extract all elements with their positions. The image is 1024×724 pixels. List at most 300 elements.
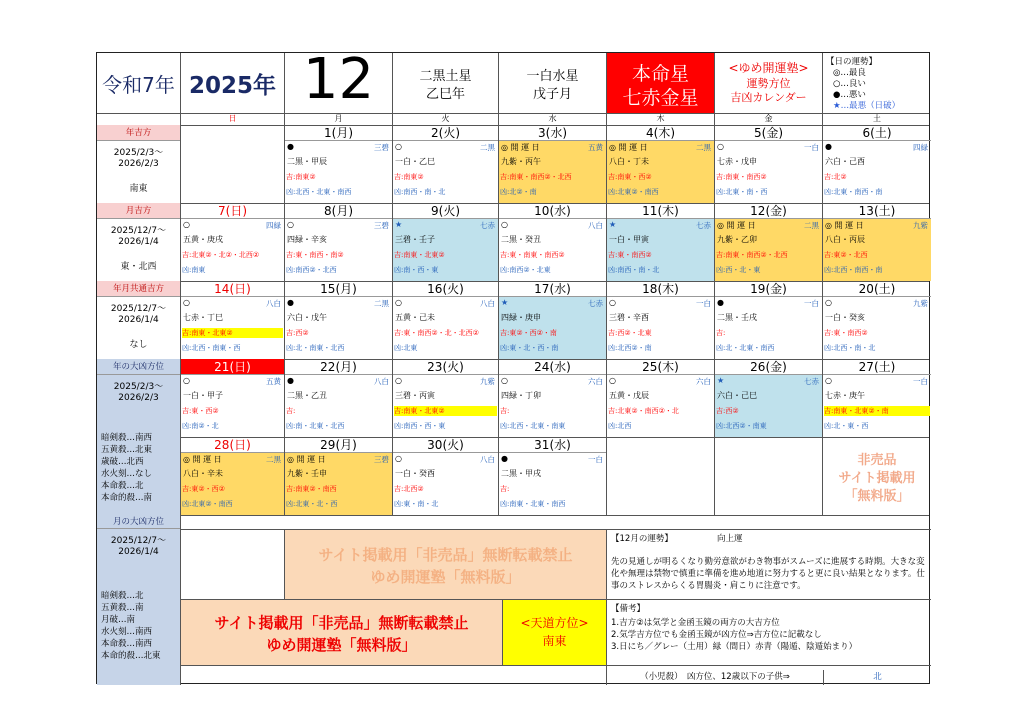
day-star: 八白 xyxy=(588,221,603,230)
notes-item: 2.気学吉方位でも金函玉鏡が凶方位⇒吉方位に記載なし xyxy=(611,630,822,640)
day-body xyxy=(607,375,714,437)
side-bad-item: 歳破…北西 xyxy=(101,457,144,467)
day-fortune-mark: ○ xyxy=(395,376,402,385)
day-bad-dirs: 凶:北西・南東・西 xyxy=(182,344,241,352)
day-fortune-mark: ● xyxy=(287,298,294,307)
stamp-text: サイト掲載用 xyxy=(838,471,916,486)
day-cell xyxy=(715,203,823,281)
date-label: 5(金) xyxy=(715,125,822,141)
day-body xyxy=(393,141,498,203)
date-label: 10(水) xyxy=(499,203,606,219)
date-label: 14(日) xyxy=(181,281,284,297)
day-ganzhi: 一白・甲寅 xyxy=(609,235,649,244)
day-star: 四緑 xyxy=(913,143,928,152)
day-cell xyxy=(499,203,607,281)
year-text: 2025年 xyxy=(188,73,276,99)
day-cell xyxy=(607,125,715,203)
day-body xyxy=(393,375,498,437)
shoni-strip xyxy=(181,665,607,685)
month-star: 一白水星 xyxy=(526,69,579,84)
side-label: 月吉方 xyxy=(97,203,180,219)
day-star: 二黒 xyxy=(696,143,711,152)
date-label: 23(火) xyxy=(393,359,498,375)
day-cell xyxy=(285,203,393,281)
watermark-2 xyxy=(181,599,503,665)
day-fortune-mark: ● xyxy=(717,298,724,307)
day-cell xyxy=(607,437,715,515)
day-bad-dirs: 凶:南東 xyxy=(182,266,206,274)
day-ganzhi: 九紫・壬申 xyxy=(287,469,327,478)
day-lucky-dirs: 吉:南東② xyxy=(286,173,316,181)
side-bad-item: 水火刻…南西 xyxy=(101,627,153,637)
day-fortune-mark: ○ xyxy=(609,298,616,307)
side-bad-item: 暗剣殺…南西 xyxy=(101,433,153,443)
blank-cell xyxy=(181,529,285,599)
weekday-4 xyxy=(607,113,715,125)
day-cell xyxy=(823,281,931,359)
weekday-label: 木 xyxy=(656,114,665,123)
day-bad-dirs: 凶:南西②・北西 xyxy=(286,266,337,274)
weekday-label: 金 xyxy=(764,114,773,123)
day-lucky-dirs: 吉:東・西② xyxy=(182,407,219,415)
weekday-label: 日 xyxy=(228,114,237,123)
day-lucky-dirs: 吉:西②・北東 xyxy=(608,329,652,337)
month-ganzhi: 戊子月 xyxy=(532,87,572,102)
day-body xyxy=(181,375,284,437)
day-star: 七赤 xyxy=(588,299,603,308)
day-fortune-mark: ○ xyxy=(717,142,724,151)
day-star: 八白 xyxy=(480,299,495,308)
day-bad-dirs: 凶:北西・北東・南西 xyxy=(286,188,352,196)
day-fortune-mark: ◎ 開 運 日 xyxy=(717,221,756,230)
day-ganzhi: 四緑・丁卯 xyxy=(501,391,541,400)
day-bad-dirs: 凶:北西・南西・南 xyxy=(824,266,883,274)
day-bad-dirs: 凶:北東 xyxy=(394,344,418,352)
side-label: 年の大凶方位 xyxy=(97,359,180,375)
day-lucky-dirs: 吉:南東②・南西 xyxy=(286,485,337,493)
day-star: 三碧 xyxy=(374,143,389,152)
day-cell xyxy=(715,125,823,203)
date-label: 3(水) xyxy=(499,125,606,141)
side-bad-item: 月破…南 xyxy=(101,615,136,625)
day-ganzhi: 五黄・己未 xyxy=(395,313,435,322)
date-label: 26(金) xyxy=(715,359,822,375)
year-star: 二黒土星 xyxy=(419,69,472,84)
legend-title: 【日の運勢】 xyxy=(826,57,878,67)
year-cell xyxy=(181,53,285,113)
side-range2: 2026/1/4 xyxy=(118,315,159,325)
day-lucky-dirs: 吉:南東・北東② xyxy=(182,328,283,338)
day-bad-dirs: 凶:北東・北・西 xyxy=(286,500,338,508)
day-star: 二黒 xyxy=(266,455,281,464)
day-ganzhi: 七赤・庚午 xyxy=(825,391,865,400)
day-bad-dirs: 凶:東・南・北 xyxy=(394,500,439,508)
day-cell xyxy=(393,203,499,281)
date-label: 4(木) xyxy=(607,125,714,141)
day-fortune-mark: ★ xyxy=(395,220,403,229)
day-bad-dirs: 凶:北東②・南西 xyxy=(182,500,233,508)
wm-text: ゆめ開運塾「無料版」 xyxy=(266,636,417,654)
weekday-3 xyxy=(499,113,607,125)
side-getsu xyxy=(97,203,181,281)
day-lucky-dirs: 吉:西② xyxy=(286,329,309,337)
day-lucky-dirs: 吉:北② xyxy=(824,173,847,181)
day-fortune-mark: ○ xyxy=(287,220,294,229)
legend-cell xyxy=(823,53,931,113)
weekday-label: 水 xyxy=(548,114,557,123)
day-star: 二黒 xyxy=(480,143,495,152)
day-bad-dirs: 凶:北東②・南西 xyxy=(608,188,659,196)
day-ganzhi: 二黒・乙丑 xyxy=(287,391,327,400)
day-star: 九紫 xyxy=(480,377,495,386)
day-bad-dirs: 凶:北西②・南東 xyxy=(716,422,767,430)
date-label: 2(火) xyxy=(393,125,498,141)
day-cell xyxy=(285,359,393,437)
day-fortune-mark: ◎ 開 運 日 xyxy=(825,221,864,230)
day-cell xyxy=(715,281,823,359)
side-dir: 南東 xyxy=(129,184,148,194)
side-nen xyxy=(97,125,181,203)
day-cell xyxy=(393,281,499,359)
day-body xyxy=(823,219,931,281)
day-lucky-dirs: 吉: xyxy=(286,407,296,415)
day-bad-dirs: 凶:北東・南・西 xyxy=(716,188,768,196)
weekday-blank xyxy=(97,113,181,125)
day-cell xyxy=(181,203,285,281)
day-star: 六白 xyxy=(588,377,603,386)
day-lucky-dirs: 吉: xyxy=(500,407,510,415)
day-cell xyxy=(607,203,715,281)
day-body xyxy=(393,453,498,515)
day-fortune-mark: ○ xyxy=(183,376,190,385)
day-ganzhi: 六白・己酉 xyxy=(825,157,865,166)
date-label: 18(木) xyxy=(607,281,714,297)
wm-text: ゆめ開運塾「無料版」 xyxy=(370,568,521,586)
day-bad-dirs: 凶:北②・南 xyxy=(500,188,537,196)
month-fortune xyxy=(607,529,931,599)
weekday-1 xyxy=(285,113,393,125)
side-range1: 2025/2/3～ xyxy=(113,382,164,392)
day-cell xyxy=(499,359,607,437)
day-star: 二黒 xyxy=(374,299,389,308)
free-stamp xyxy=(823,437,931,515)
day-star: 七赤 xyxy=(480,221,495,230)
day-lucky-dirs: 吉:西② xyxy=(716,407,739,415)
wm-text: サイト掲載用「非売品」無断転載禁止 xyxy=(214,614,469,632)
date-label: 30(火) xyxy=(393,437,498,453)
day-fortune-mark: ◎ 開 運 日 xyxy=(501,143,540,152)
day-lucky-dirs: 吉:南東・南西②・北西 xyxy=(500,173,572,181)
side-bad-item: 五黄殺…南 xyxy=(101,603,144,613)
side-range1: 2025/2/3～ xyxy=(113,148,164,158)
day-cell xyxy=(285,125,393,203)
day-ganzhi: 四緑・辛亥 xyxy=(287,235,327,244)
wm-text: サイト掲載用「非売品」無断転載禁止 xyxy=(318,546,573,564)
day-ganzhi: 二黒・壬戌 xyxy=(717,313,757,322)
day-body xyxy=(181,219,284,281)
day-lucky-dirs: 吉:南東・北東②・南 xyxy=(824,406,930,416)
day-body xyxy=(715,375,822,437)
date-label: 16(火) xyxy=(393,281,498,297)
day-cell xyxy=(181,437,285,515)
honmei-star: 七赤金星 xyxy=(622,87,699,109)
honmei-label: 本命星 xyxy=(631,63,689,85)
day-star: 一白 xyxy=(804,143,819,152)
day-body xyxy=(285,219,392,281)
tendo-title: <天道方位> xyxy=(520,616,589,630)
day-fortune-mark: ◎ 開 運 日 xyxy=(183,455,222,464)
day-ganzhi: 九紫・丙午 xyxy=(501,157,541,166)
date-label: 17(水) xyxy=(499,281,606,297)
month-number: 12 xyxy=(302,53,375,112)
weekday-label: 火 xyxy=(441,114,450,123)
side-bad-item: 本命的殺…北東 xyxy=(101,651,161,661)
day-star: 八白 xyxy=(480,455,495,464)
legend-item: ★…最悪（日破） xyxy=(833,101,901,111)
day-fortune-mark: ★ xyxy=(501,298,509,307)
weekday-2 xyxy=(393,113,499,125)
date-label: 11(木) xyxy=(607,203,714,219)
date-label: 9(火) xyxy=(393,203,498,219)
day-ganzhi: 八白・丁未 xyxy=(609,157,649,166)
date-label: 7(日) xyxy=(181,203,284,219)
notes xyxy=(607,599,931,665)
day-lucky-dirs: 吉:北東②・南西②・北 xyxy=(608,407,679,415)
day-body xyxy=(499,375,606,437)
day-ganzhi: 八白・辛未 xyxy=(183,469,223,478)
legend-item: ●…悪い xyxy=(833,90,866,100)
day-body xyxy=(285,453,392,515)
side-range1: 2025/12/7～ xyxy=(110,536,167,546)
yume-sub2: 吉凶カレンダー xyxy=(730,91,807,104)
day-cell xyxy=(181,281,285,359)
side-label: 年月共通吉方 xyxy=(97,281,180,297)
day-cell xyxy=(181,125,285,203)
day-star: 一白 xyxy=(696,299,711,308)
side-bad-item: 五黄殺…北東 xyxy=(101,445,153,455)
tendo-cell xyxy=(503,599,607,665)
weekday-6 xyxy=(823,113,931,125)
day-bad-dirs: 凶:南西・西・東 xyxy=(394,422,446,430)
year-ganzhi: 乙巳年 xyxy=(425,87,465,102)
fortune-keyword: 向上運 xyxy=(717,534,743,544)
day-cell xyxy=(715,437,823,515)
day-fortune-mark: ★ xyxy=(609,220,617,229)
day-ganzhi: 七赤・丁巳 xyxy=(183,313,223,322)
side-bad-item: 水火刻…なし xyxy=(101,469,153,479)
day-fortune-mark: ○ xyxy=(501,220,508,229)
date-label: 27(土) xyxy=(823,359,931,375)
day-body xyxy=(499,297,606,359)
date-label: 22(月) xyxy=(285,359,392,375)
yume-cell xyxy=(715,53,823,113)
day-bad-dirs: 凶:北東・南西・南 xyxy=(824,188,883,196)
day-bad-dirs: 凶:南東・北東・南西 xyxy=(500,500,566,508)
day-cell xyxy=(823,359,931,437)
day-fortune-mark: ○ xyxy=(395,142,402,151)
day-star: 三碧 xyxy=(374,221,389,230)
date-label: 29(月) xyxy=(285,437,392,453)
month-cell xyxy=(285,53,393,113)
day-lucky-dirs: 吉:東・南西②・北・北西② xyxy=(394,329,479,337)
day-fortune-mark: ● xyxy=(287,142,294,151)
day-lucky-dirs: 吉:東・南東・南西② xyxy=(500,251,565,259)
day-ganzhi: 二黒・甲辰 xyxy=(287,157,327,166)
day-body xyxy=(607,297,714,359)
stamp-text: 非売品 xyxy=(857,453,897,468)
day-star: 九紫 xyxy=(913,221,928,230)
day-ganzhi: 二黒・癸丑 xyxy=(501,235,541,244)
day-star: 一白 xyxy=(588,455,603,464)
yume-title: <ゆめ開運塾> xyxy=(728,61,809,75)
tendo-dir: 南東 xyxy=(542,634,567,648)
legend-item: ◎…最良 xyxy=(833,68,866,78)
day-bad-dirs: 凶:北西・北東・南東 xyxy=(500,422,566,430)
day-body xyxy=(393,297,498,359)
legend-item: ○…良い xyxy=(833,79,866,89)
day-ganzhi: 六白・己巳 xyxy=(717,391,757,400)
day-lucky-dirs: 吉:北西② xyxy=(394,485,424,493)
side-bad-item: 本命殺…南西 xyxy=(101,639,153,649)
day-body xyxy=(823,375,931,437)
era-text: 令和7年 xyxy=(102,73,175,97)
day-cell xyxy=(393,125,499,203)
side-bad-item: 本命的殺…南 xyxy=(101,493,153,503)
side-label: 月の大凶方位 xyxy=(97,515,180,529)
day-body xyxy=(393,219,498,281)
side-dir: 東・北西 xyxy=(120,262,157,272)
day-bad-dirs: 凶:南西・南・北 xyxy=(608,266,660,274)
day-cell xyxy=(823,203,931,281)
notes-item: 3.日にち／グレー（土用）緑（間日）赤青（陽遁、陰遁始まり） xyxy=(611,642,858,652)
day-bad-dirs: 凶:北西 xyxy=(608,422,632,430)
side-range2: 2026/2/3 xyxy=(118,159,159,169)
day-cell xyxy=(499,281,607,359)
calendar-sheet xyxy=(96,52,930,684)
day-bad-dirs: 凶:南西②・北東 xyxy=(500,266,551,274)
day-ganzhi: 六白・戊午 xyxy=(287,313,327,322)
day-star: 二黒 xyxy=(804,221,819,230)
day-star: 一白 xyxy=(913,377,928,386)
yume-sub1: 運勢方位 xyxy=(746,77,791,90)
day-body xyxy=(499,453,606,515)
day-ganzhi: 一白・甲子 xyxy=(183,391,223,400)
day-fortune-mark: ○ xyxy=(183,298,190,307)
day-lucky-dirs: 吉:東・南西・南② xyxy=(286,251,344,259)
day-fortune-mark: ◎ 開 運 日 xyxy=(609,143,648,152)
day-star: 九紫 xyxy=(913,299,928,308)
day-body xyxy=(181,297,284,359)
day-fortune-mark: ○ xyxy=(501,376,508,385)
day-bad-dirs: 凶:南・西・東 xyxy=(394,266,439,274)
day-cell xyxy=(393,359,499,437)
honmei-cell xyxy=(607,53,715,113)
day-bad-dirs: 凶:東・北・西・南 xyxy=(500,344,559,352)
day-cell xyxy=(607,281,715,359)
year-star-cell xyxy=(393,53,499,113)
side-label: 年吉方 xyxy=(97,125,180,141)
day-bad-dirs: 凶:北西②・南 xyxy=(608,344,652,352)
day-ganzhi: 四緑・庚申 xyxy=(501,313,541,322)
side-tsukidai xyxy=(97,515,181,685)
side-range1: 2025/12/7～ xyxy=(110,226,167,236)
side-range2: 2026/1/4 xyxy=(118,237,159,247)
day-bad-dirs: 凶:北・北東・南西 xyxy=(716,344,775,352)
day-lucky-dirs: 吉:南東・北東② xyxy=(394,251,445,259)
notes-item: 1.吉方②は気学と金函玉鏡の両方の大吉方位 xyxy=(611,618,780,628)
side-range1: 2025/12/7～ xyxy=(110,304,167,314)
day-body xyxy=(823,141,931,203)
day-body xyxy=(285,141,392,203)
day-lucky-dirs: 吉:東②・西② xyxy=(182,485,225,493)
shoni-dir: 北 xyxy=(823,670,931,685)
day-ganzhi: 七赤・戊申 xyxy=(717,157,757,166)
date-label: 20(土) xyxy=(823,281,931,297)
notes-title: 【備考】 xyxy=(611,604,646,614)
day-fortune-mark: ○ xyxy=(609,376,616,385)
day-body xyxy=(285,297,392,359)
day-fortune-mark: ★ xyxy=(717,376,725,385)
side-nendai xyxy=(97,359,181,515)
day-lucky-dirs: 吉:東②・北西 xyxy=(824,251,868,259)
day-fortune-mark: ○ xyxy=(825,376,832,385)
day-body xyxy=(715,297,822,359)
date-label: 28(日) xyxy=(181,437,284,453)
date-label: 8(月) xyxy=(285,203,392,219)
day-cell xyxy=(715,359,823,437)
day-star: 四緑 xyxy=(266,221,281,230)
month-star-cell xyxy=(499,53,607,113)
day-ganzhi: 九紫・乙卯 xyxy=(717,235,757,244)
date-label: 6(土) xyxy=(823,125,931,141)
day-cell xyxy=(393,437,499,515)
day-ganzhi: 一白・癸酉 xyxy=(395,469,435,478)
day-ganzhi: 三碧・壬子 xyxy=(395,235,435,244)
day-lucky-dirs: 吉: xyxy=(500,485,510,493)
day-lucky-dirs: 吉:東・南西② xyxy=(824,329,868,337)
day-lucky-dirs: 吉: xyxy=(716,329,726,337)
day-body xyxy=(499,141,606,203)
weekday-label: 月 xyxy=(334,114,343,123)
weekday-5 xyxy=(715,113,823,125)
date-label: 21(日) xyxy=(181,359,284,375)
day-body xyxy=(715,219,822,281)
day-star: 七赤 xyxy=(696,221,711,230)
date-label: 25(木) xyxy=(607,359,714,375)
day-bad-dirs: 凶:西・北・東 xyxy=(716,266,761,274)
day-ganzhi: 八白・丙辰 xyxy=(825,235,865,244)
day-body xyxy=(823,297,931,359)
day-star: 八白 xyxy=(266,299,281,308)
day-star: 七赤 xyxy=(804,377,819,386)
day-lucky-dirs: 吉:南東・南西②・北西 xyxy=(716,251,788,259)
day-body xyxy=(285,375,392,437)
day-lucky-dirs: 吉:東②・西②・南 xyxy=(500,329,557,337)
day-ganzhi: 一白・乙巳 xyxy=(395,157,435,166)
day-cell xyxy=(823,125,931,203)
date-label: 1(月) xyxy=(285,125,392,141)
day-cell xyxy=(181,359,285,437)
day-cell xyxy=(499,437,607,515)
day-fortune-mark: ● xyxy=(501,454,508,463)
day-ganzhi: 二黒・甲戌 xyxy=(501,469,541,478)
day-body xyxy=(499,219,606,281)
day-star: 五黄 xyxy=(588,143,603,152)
day-fortune-mark: ○ xyxy=(825,298,832,307)
day-lucky-dirs: 吉:南東・北東② xyxy=(394,406,497,416)
weekday-label: 土 xyxy=(873,114,881,123)
day-cell xyxy=(285,437,393,515)
